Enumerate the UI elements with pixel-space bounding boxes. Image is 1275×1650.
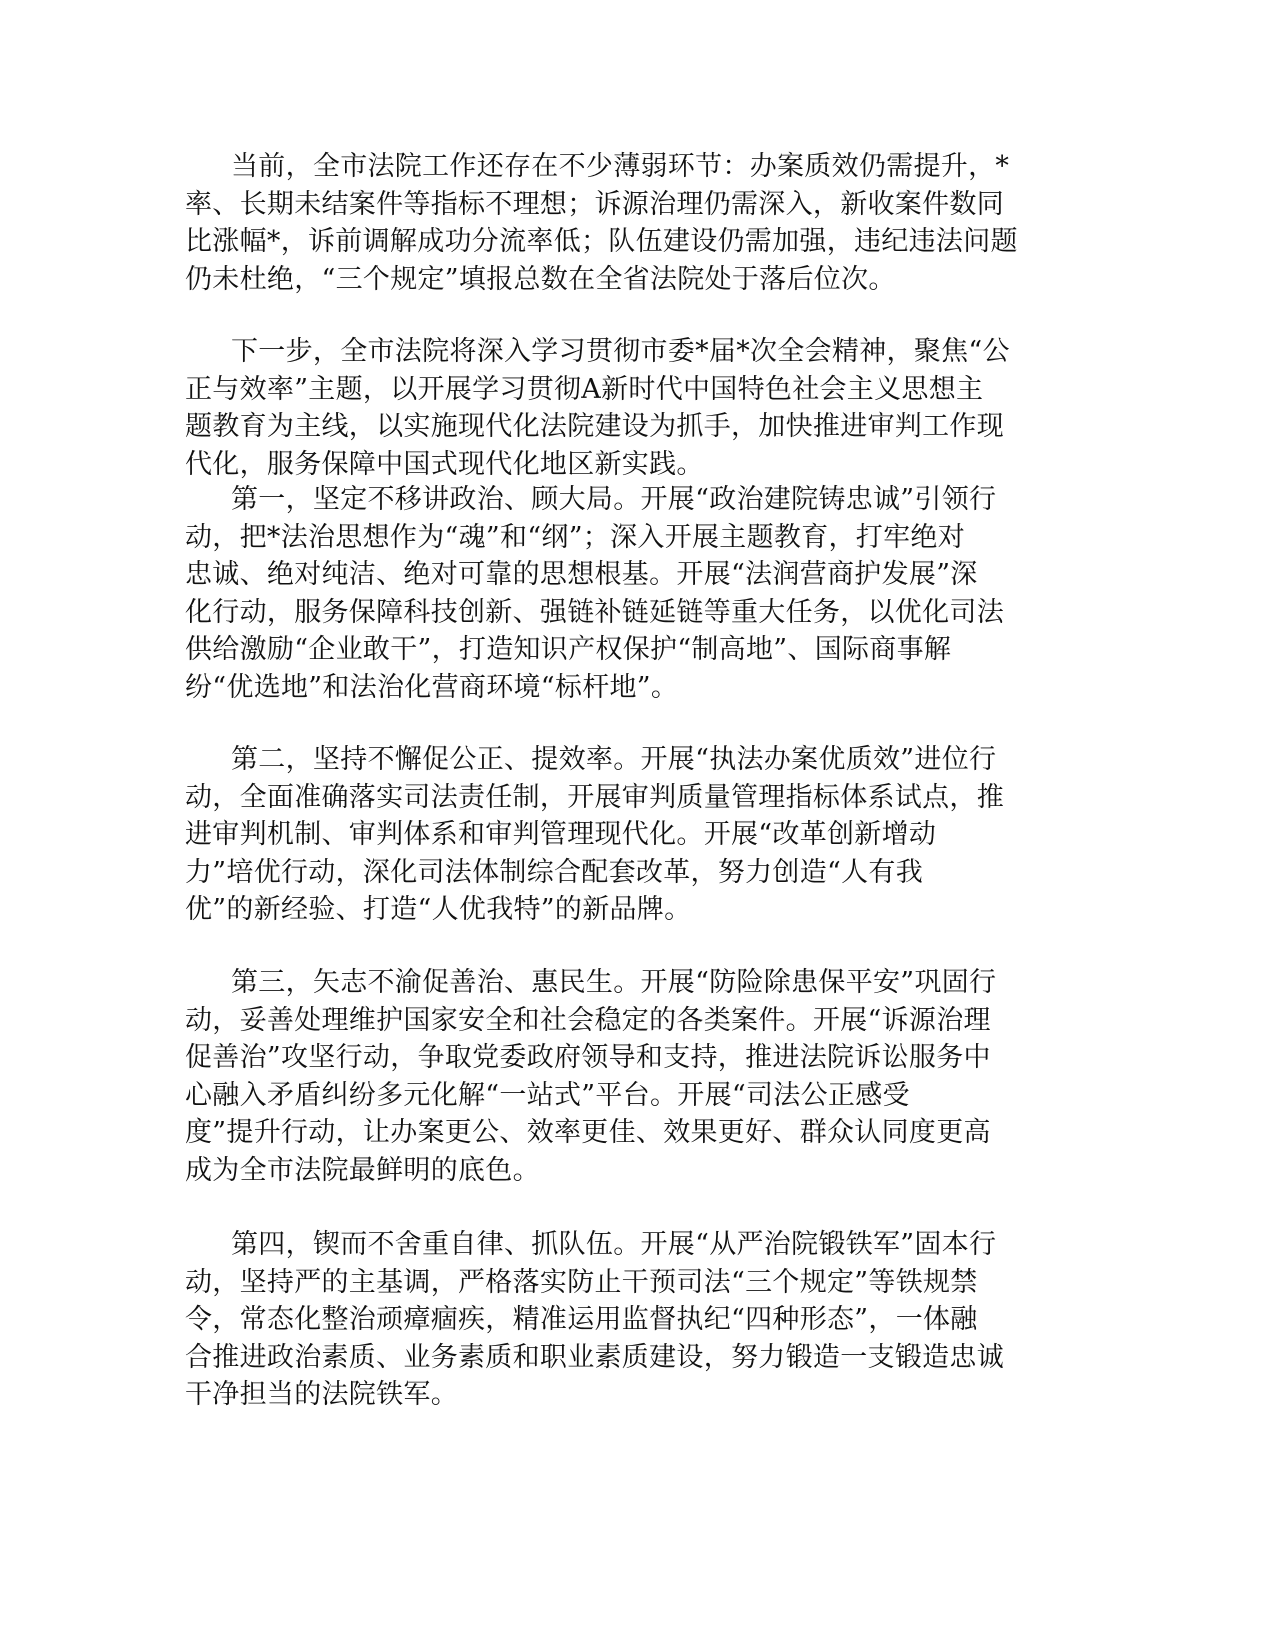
text-line: 动，妥善处理维护国家安全和社会稳定的各类案件。开展“诉源治理	[185, 1004, 991, 1036]
paragraph-second-point	[185, 741, 1004, 929]
text-line: 第一，坚定不移讲政治、顾大局。开展“政治建院铸忠诚”引领行	[231, 484, 997, 515]
text-line: 比涨幅*，诉前调解成功分流率低；队伍建设仍需加强，违纪违法问题	[185, 226, 1018, 257]
text-line: 令，常态化整治顽瘴痼疾，精准运用监督执纪“四种形态”，一体融	[185, 1304, 978, 1335]
text-line: 动，坚持严的主基调，严格落实防止干预司法“三个规定”等铁规禁	[185, 1266, 978, 1298]
paragraph-next-steps	[185, 333, 1010, 483]
text-line: 干净担当的法院铁军。	[185, 1379, 458, 1410]
text-line: 进审判机制、审判体系和审判管理现代化。开展“改革创新增动	[185, 819, 937, 850]
text-line: 心融入矛盾纠纷多元化解“一站式”平台。开展“司法公正感受	[185, 1079, 910, 1111]
text-line: 优”的新经验、打造“人优我特”的新品牌。	[185, 894, 692, 925]
text-line: 率、长期未结案件等指标不理想；诉源治理仍需深入，新收案件数同	[185, 188, 1004, 220]
text-line: 正与效率”主题，以开展学习贯彻A新时代中国特色社会主义思想主	[185, 373, 984, 405]
text-line: 化行动，服务保障科技创新、强链补链延链等重大任务，以优化司法	[185, 596, 1004, 628]
text-line: 第三，矢志不渝促善治、惠民生。开展“防险除患保平安”巩固行	[231, 967, 997, 998]
text-line: 第四，锲而不舍重自律、抓队伍。开展“从严治院锻铁军”固本行	[231, 1229, 997, 1260]
text-line: 纷“优选地”和法治化营商环境“标杆地”。	[185, 671, 679, 703]
text-line: 忠诚、绝对纯洁、绝对可靠的思想根基。开展“法润营商护发展”深	[185, 559, 978, 590]
text-line: 第二，坚持不懈促公正、提效率。开展“执法办案优质效”进位行	[231, 744, 997, 775]
text-line: 题教育为主线，以实施现代化法院建设为抓手，加快推进审判工作现	[185, 411, 1004, 442]
text-line: 动，把*法治思想作为“魂”和“纲”；深入开展主题教育，打牢绝对	[185, 521, 966, 553]
text-line: 当前，全市法院工作还存在不少薄弱环节：办案质效仍需提升，*	[231, 151, 1010, 182]
text-line: 合推进政治素质、业务素质和职业素质建设，努力锻造一支锻造忠诚	[185, 1341, 1004, 1373]
text-line: 度”提升行动，让办案更公、效率更佳、效果更好、群众认同度更高	[185, 1117, 991, 1148]
paragraph-weaknesses	[185, 148, 1018, 298]
text-line: 仍未杜绝，“三个规定”填报总数在全省法院处于落后位次。	[185, 263, 896, 295]
text-line: 力”培优行动，深化司法体制综合配套改革，努力创造“人有我	[185, 856, 924, 888]
text-line: 成为全市法院最鲜明的底色。	[185, 1154, 540, 1186]
paragraph-first-point	[185, 481, 1004, 706]
text-line: 供给激励“企业敢干”，打造知识产权保护“制高地”、国际商事解	[185, 634, 952, 665]
paragraph-fourth-point	[185, 1226, 1004, 1414]
text-line: 下一步，全市法院将深入学习贯彻市委*届*次全会精神，聚焦“公	[231, 336, 1010, 367]
text-line: 促善治”攻坚行动，争取党委政府领导和支持，推进法院诉讼服务中	[185, 1042, 991, 1073]
paragraph-third-point	[185, 964, 996, 1189]
text-line: 代化，服务保障中国式现代化地区新实践。	[185, 448, 704, 480]
text-line: 动，全面准确落实司法责任制，开展审判质量管理指标体系试点，推	[185, 781, 1004, 813]
